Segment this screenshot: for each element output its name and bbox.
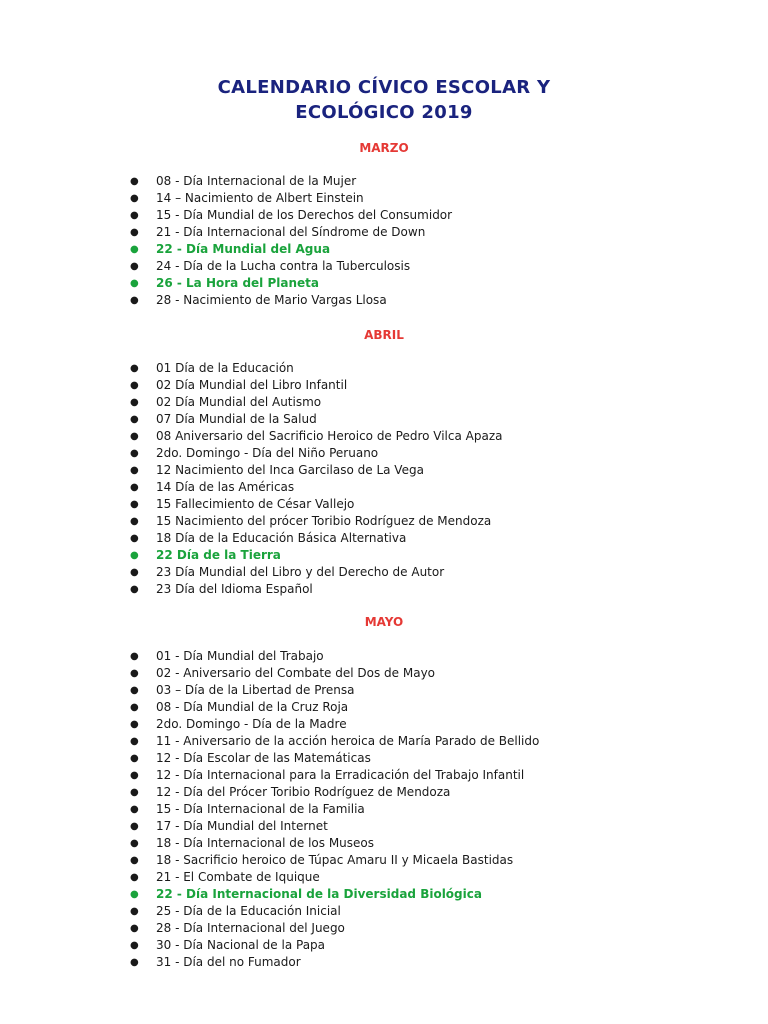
event-text: 18 - Día Internacional de los Museos [156, 836, 375, 850]
bullet-icon: ● [130, 770, 139, 781]
event-text: 12 - Día del Prócer Toribio Rodríguez de Mendoza [156, 785, 451, 799]
event-text: 11 - Aniversario de la acción heroica de María Parado de Bellido [156, 734, 540, 748]
event-text: 21 - Día Internacional del Síndrome de Down [156, 225, 426, 239]
list-item [0, 648, 539, 665]
list-item [0, 224, 452, 241]
bullet-icon: ● [130, 855, 139, 866]
event-text: 28 - Día Internacional del Juego [156, 921, 345, 935]
bullet-icon: ● [130, 261, 139, 272]
bullet-icon: ● [130, 736, 139, 747]
bullet-icon: ● [130, 499, 139, 510]
event-text: 15 - Día Mundial de los Derechos del Consumidor [156, 208, 453, 222]
list-item [0, 801, 539, 818]
list-item [0, 818, 539, 835]
event-text: 23 Día del Idioma Español [156, 582, 313, 596]
list-item [0, 190, 452, 207]
month-heading-marzo: MARZO [359, 141, 409, 155]
event-text: 2do. Domingo - Día de la Madre [156, 717, 347, 731]
list-item [0, 784, 539, 801]
event-text: 2do. Domingo - Día del Niño Peruano [156, 446, 379, 460]
bullet-icon: ● [130, 567, 139, 578]
list-item-highlight [0, 547, 502, 564]
list-item [0, 903, 539, 920]
list-item [0, 767, 539, 784]
bullet-icon: ● [130, 651, 139, 662]
bullet-icon: ● [130, 244, 139, 255]
event-text: 12 - Día Internacional para la Erradicación del Trabajo Infantil [156, 768, 525, 782]
document-title-line-1: CALENDARIO CÍVICO ESCOLAR Y [217, 77, 551, 98]
list-item [0, 292, 452, 309]
list-item [0, 207, 452, 224]
bullet-icon: ● [130, 787, 139, 798]
list-item [0, 564, 502, 581]
event-text: 12 - Día Escolar de las Matemáticas [156, 751, 371, 765]
event-text: 30 - Día Nacional de la Papa [156, 938, 326, 952]
list-item [0, 479, 502, 496]
event-list-marzo [0, 173, 452, 309]
event-text: 21 - El Combate de Iquique [156, 870, 320, 884]
bullet-icon: ● [130, 685, 139, 696]
event-text: 03 – Día de la Libertad de Prensa [156, 683, 355, 697]
event-text: 15 Nacimiento del prócer Toribio Rodríguez de Mendoza [156, 514, 492, 528]
bullet-icon: ● [130, 533, 139, 544]
event-text: 15 - Día Internacional de la Familia [156, 802, 365, 816]
event-text: 07 Día Mundial de la Salud [156, 412, 317, 426]
event-text: 14 Día de las Américas [156, 480, 295, 494]
bullet-icon: ● [130, 872, 139, 883]
event-text: 25 - Día de la Educación Inicial [156, 904, 341, 918]
event-text: 22 - Día Internacional de la Diversidad Biológica [156, 887, 482, 901]
bullet-icon: ● [130, 668, 139, 679]
list-item [0, 360, 502, 377]
list-item [0, 411, 502, 428]
bullet-icon: ● [130, 516, 139, 527]
event-text: 18 Día de la Educación Básica Alternativa [156, 531, 407, 545]
bullet-icon: ● [130, 584, 139, 595]
bullet-icon: ● [130, 431, 139, 442]
list-item [0, 581, 502, 598]
event-text: 02 - Aniversario del Combate del Dos de Mayo [156, 666, 436, 680]
list-item-highlight [0, 241, 452, 258]
list-item [0, 750, 539, 767]
event-text: 22 - Día Mundial del Agua [156, 242, 331, 256]
list-item [0, 496, 502, 513]
list-item [0, 665, 539, 682]
list-item [0, 869, 539, 886]
event-text: 01 Día de la Educación [156, 361, 294, 375]
bullet-icon: ● [130, 193, 139, 204]
event-text: 12 Nacimiento del Inca Garcilaso de La Vega [156, 463, 424, 477]
list-item [0, 173, 452, 190]
event-text: 28 - Nacimiento de Mario Vargas Llosa [156, 293, 387, 307]
bullet-icon: ● [130, 397, 139, 408]
list-item [0, 530, 502, 547]
event-text: 24 - Día de la Lucha contra la Tuberculosis [156, 259, 411, 273]
bullet-icon: ● [130, 295, 139, 306]
bullet-icon: ● [130, 719, 139, 730]
event-text: 08 Aniversario del Sacrificio Heroico de Pedro Vilca Apaza [156, 429, 503, 443]
bullet-icon: ● [130, 227, 139, 238]
month-heading-abril: ABRIL [364, 328, 404, 342]
list-item [0, 377, 502, 394]
event-text: 02 Día Mundial del Autismo [156, 395, 322, 409]
event-list-mayo [0, 648, 539, 971]
list-item [0, 258, 452, 275]
bullet-icon: ● [130, 210, 139, 221]
event-text: 01 - Día Mundial del Trabajo [156, 649, 324, 663]
list-item [0, 699, 539, 716]
bullet-icon: ● [130, 889, 139, 900]
event-text: 15 Fallecimiento de César Vallejo [156, 497, 355, 511]
list-item [0, 835, 539, 852]
bullet-icon: ● [130, 482, 139, 493]
list-item [0, 954, 539, 971]
bullet-icon: ● [130, 702, 139, 713]
list-item [0, 733, 539, 750]
list-item [0, 920, 539, 937]
list-item [0, 394, 502, 411]
event-text: 02 Día Mundial del Libro Infantil [156, 378, 348, 392]
event-text: 14 – Nacimiento de Albert Einstein [156, 191, 364, 205]
event-text: 08 - Día Mundial de la Cruz Roja [156, 700, 349, 714]
bullet-icon: ● [130, 380, 139, 391]
event-text: 26 - La Hora del Planeta [156, 276, 319, 290]
list-item [0, 937, 539, 954]
list-item-highlight [0, 886, 539, 903]
list-item [0, 513, 502, 530]
event-text: 22 Día de la Tierra [156, 548, 281, 562]
bullet-icon: ● [130, 363, 139, 374]
bullet-icon: ● [130, 278, 139, 289]
bullet-icon: ● [130, 940, 139, 951]
list-item [0, 682, 539, 699]
month-heading-mayo: MAYO [364, 615, 404, 629]
bullet-icon: ● [130, 957, 139, 968]
list-item [0, 445, 502, 462]
bullet-icon: ● [130, 838, 139, 849]
event-list-abril [0, 360, 502, 598]
list-item [0, 462, 502, 479]
bullet-icon: ● [130, 906, 139, 917]
bullet-icon: ● [130, 465, 139, 476]
bullet-icon: ● [130, 448, 139, 459]
bullet-icon: ● [130, 804, 139, 815]
event-text: 31 - Día del no Fumador [156, 955, 301, 969]
event-text: 17 - Día Mundial del Internet [156, 819, 328, 833]
bullet-icon: ● [130, 414, 139, 425]
bullet-icon: ● [130, 923, 139, 934]
document-title-line-2: ECOLÓGICO 2019 [295, 102, 473, 123]
bullet-icon: ● [130, 550, 139, 561]
bullet-icon: ● [130, 176, 139, 187]
event-text: 08 - Día Internacional de la Mujer [156, 174, 357, 188]
bullet-icon: ● [130, 821, 139, 832]
list-item [0, 716, 539, 733]
list-item [0, 852, 539, 869]
list-item-highlight [0, 275, 452, 292]
bullet-icon: ● [130, 753, 139, 764]
event-text: 18 - Sacrificio heroico de Túpac Amaru II y Micaela Bastidas [156, 853, 514, 867]
list-item [0, 428, 502, 445]
event-text: 23 Día Mundial del Libro y del Derecho de Autor [156, 565, 445, 579]
